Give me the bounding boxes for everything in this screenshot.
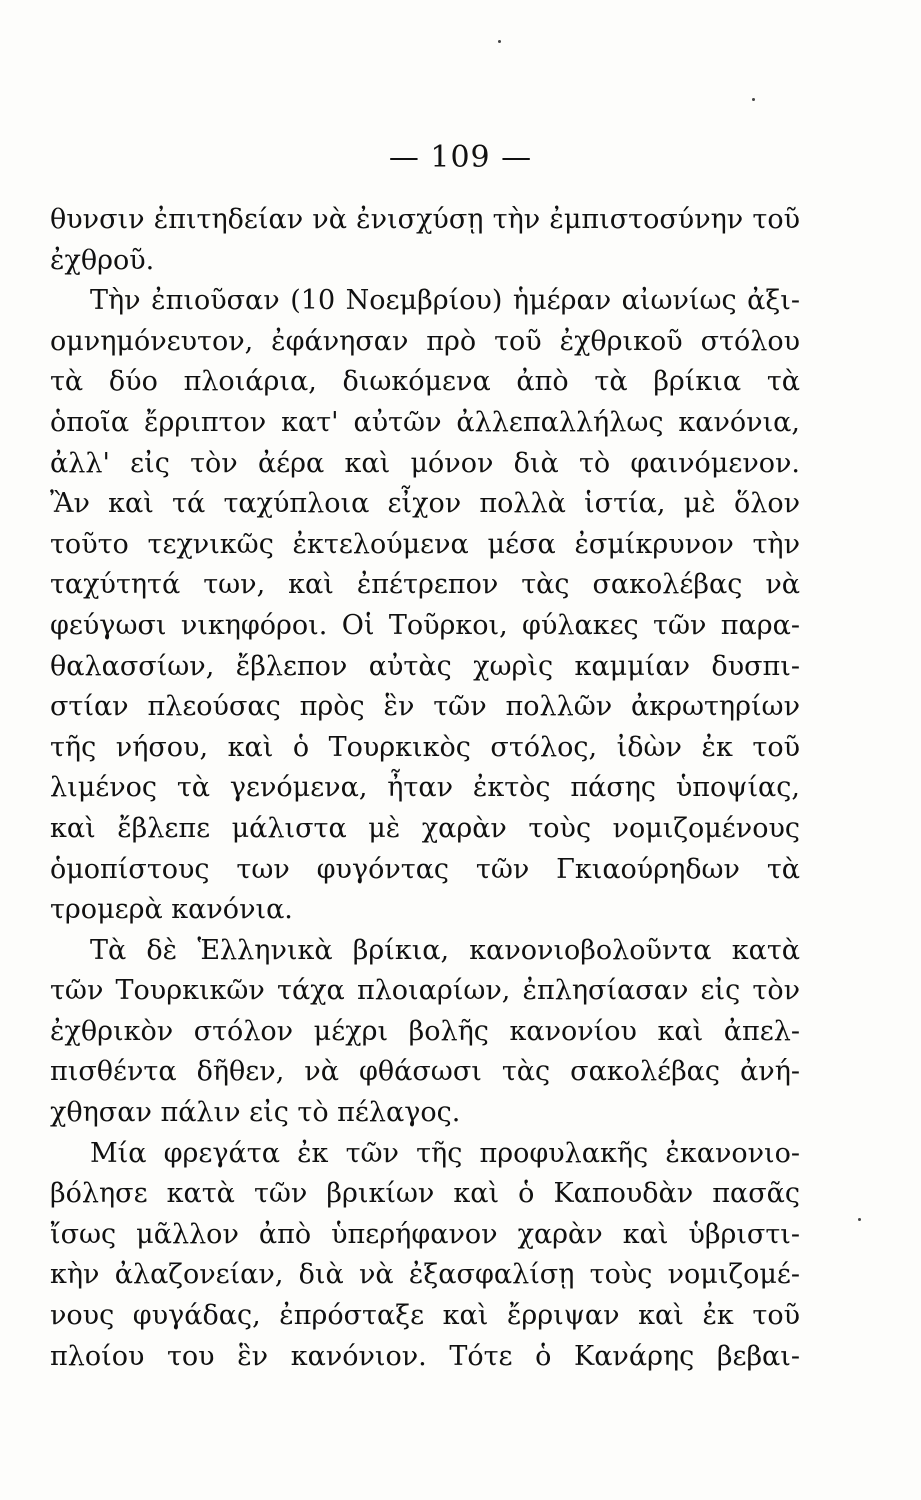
text-line: θυνσιν ἐπιτηδείαν νὰ ἐνισχύσῃ τὴν ἐμπιστοσύνην τοῦ	[50, 204, 800, 235]
text-line: Τὴν ἐπιοῦσαν (10 Νοεμβρίου) ἡμέραν αἰωνίως ἀξι-	[90, 285, 800, 317]
text-line: λιμένος τὰ γενόμενα, ἦταν ἐκτὸς πάσης ὑποψίας,	[50, 772, 800, 804]
text-line: πισθέντα δῆθεν, νὰ φθάσωσι τὰς σακολέβας ἀνή-	[50, 1056, 800, 1088]
text-line: ταχύτητά των, καὶ ἐπέτρεπον τὰς σακολέβας νὰ	[50, 569, 800, 601]
text-line: τῶν Τουρκικῶν τάχα πλοιαρίων, ἐπλησίασαν εἰς τὸν	[50, 975, 800, 1007]
body-text	[50, 200, 800, 1377]
text-line: Τὰ δὲ Ἑλληνικὰ βρίκια, κανονιοβολοῦντα κατὰ	[90, 934, 800, 966]
text-line: ἐχθρικὸν στόλον μέχρι βολῆς κανονίου καὶ ἀπελ-	[50, 1015, 800, 1047]
text-line: θαλασσίων, ἔβλεπον αὐτὰς χωρὶς καμμίαν δυσπι-	[50, 650, 800, 682]
text-line: ὁποῖα ἔρριπτον κατ' αὐτῶν ἀλλεπαλλήλως κανόνια,	[50, 406, 800, 438]
print-speck	[752, 98, 755, 101]
text-line: ἐχθροῦ.	[50, 244, 155, 276]
text-line: τὰ δύο πλοιάρια, διωκόμενα ἀπὸ τὰ βρίκια τὰ	[50, 366, 800, 398]
text-line: τοῦτο τεχνικῶς ἐκτελούμενα μέσα ἐσμίκρυνον τὴν	[50, 528, 800, 560]
text-line: στίαν πλεούσας πρὸς ἓν τῶν πολλῶν ἀκρωτηρίων	[50, 691, 800, 723]
text-line: χθησαν πάλιν εἰς τὸ πέλαγος.	[50, 1097, 461, 1129]
text-line: Ἂν καὶ τά ταχύπλοια εἶχον πολλὰ ἱστία, μὲ ὅλον	[50, 488, 800, 520]
text-line: βόλησε κατὰ τῶν βρικίων καὶ ὁ Καπουδὰν πασᾶς	[50, 1178, 800, 1210]
text-line: Μία φρεγάτα ἐκ τῶν τῆς προφυλακῆς ἐκανονιο-	[90, 1137, 800, 1169]
text-line: ἀλλ' εἰς τὸν ἀέρα καὶ μόνον διὰ τὸ φαινόμενον.	[50, 447, 800, 479]
text-line: κὴν ἀλαζονείαν, διὰ νὰ ἐξασφαλίσῃ τοὺς νομιζομέ-	[50, 1259, 800, 1291]
text-line: τῆς νήσου, καὶ ὁ Τουρκικὸς στόλος, ἰδὼν ἐκ τοῦ	[50, 731, 800, 763]
print-speck	[498, 40, 501, 43]
page-number: — 109 —	[388, 140, 533, 175]
text-line: τρομερὰ κανόνια.	[50, 894, 293, 926]
text-line: νους φυγάδας, ἐπρόσταξε καὶ ἔρριψαν καὶ ἐκ τοῦ	[50, 1300, 800, 1332]
text-line: φεύγωσι νικηφόροι. Οἱ Τοῦρκοι, φύλακες τῶν παρα-	[50, 609, 800, 641]
print-speck	[858, 1218, 861, 1221]
text-line: ομνημόνευτον, ἐφάνησαν πρὸ τοῦ ἐχθρικοῦ στόλου	[50, 325, 800, 357]
text-line: ἴσως μᾶλλον ἀπὸ ὑπερήφανον χαρὰν καὶ ὑβριστι-	[50, 1218, 800, 1250]
text-line: καὶ ἔβλεπε μάλιστα μὲ χαρὰν τοὺς νομιζομένους	[50, 812, 800, 844]
text-line: ὁμοπίστους των φυγόντας τῶν Γκιαούρηδων τὰ	[50, 853, 800, 885]
text-line: πλοίου του ἓν κανόνιον. Τότε ὁ Κανάρης βεβαι-	[50, 1340, 800, 1372]
